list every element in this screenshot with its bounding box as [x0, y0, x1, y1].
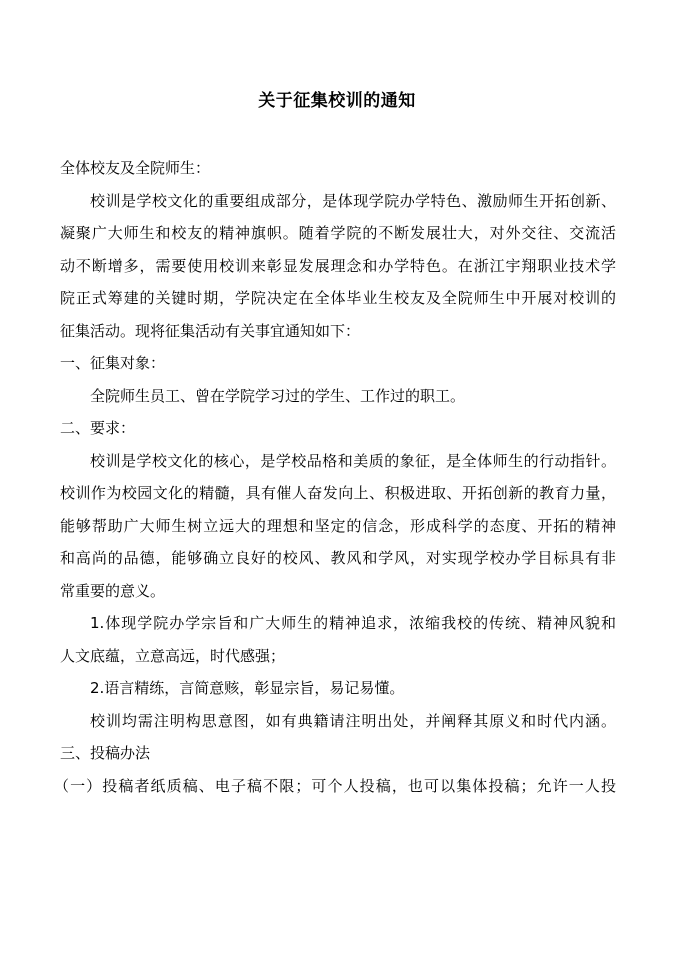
text-line: 校训作为校园文化的精髓，具有催人奋发向上、积极进取、开拓创新的教育力量，	[60, 484, 616, 502]
text-line: 二、要求：	[60, 419, 136, 437]
text-line: 能够帮助广大师生树立远大的理想和坚定的信念，形成科学的态度、开拓的精神	[60, 516, 616, 535]
document-body	[54, 152, 616, 802]
text-line: 凝聚广大师生和校友的精神旗帜。随着学院的不断发展壮大，对外交往、交流活	[60, 224, 616, 242]
text-line: 校训是学校文化的重要组成部分，是体现学院办学特色、激励师生开拓创新、	[90, 191, 616, 210]
text-line: （一）投稿者纸质稿、电子稿不限；可个人投稿，也可以集体投稿；允许一人投	[54, 776, 616, 795]
text-line: 动不断增多，需要使用校训来彰显发展理念和办学特色。在浙江宇翔职业技术学	[60, 256, 616, 275]
text-line: 常重要的意义。	[60, 581, 166, 600]
text-line: 一、征集对象：	[60, 354, 166, 372]
document-title: 关于征集校训的通知	[258, 91, 416, 111]
text-line: 和高尚的品德，能够确立良好的校风、教风和学风，对实现学校办学目标具有非	[60, 549, 616, 567]
text-line: 校训是学校文化的核心，是学校品格和美质的象征，是全体师生的行动指针。	[90, 451, 616, 470]
text-line: 院正式筹建的关键时期，学院决定在全体毕业生校友及全院师生中开展对校训的	[60, 289, 616, 307]
text-line: 1.体现学院办学宗旨和广大师生的精神追求，浓缩我校的传统、精神风貌和	[90, 614, 616, 632]
text-line: 三、投稿办法	[60, 744, 151, 762]
text-line: 全体校友及全院师生：	[60, 159, 211, 177]
text-line: 人文底蕴，立意高远，时代感强；	[60, 646, 286, 665]
text-line: 全院师生员工、曾在学院学习过的学生、工作过的职工。	[90, 386, 466, 405]
text-line: 校训均需注明构思意图，如有典籍请注明出处，并阐释其原义和时代内涵。	[90, 711, 616, 730]
text-line: 2.语言精练，言简意赅，彰显宗旨，易记易懂。	[90, 679, 405, 697]
text-line: 征集活动。现将征集活动有关事宜通知如下：	[60, 321, 361, 340]
